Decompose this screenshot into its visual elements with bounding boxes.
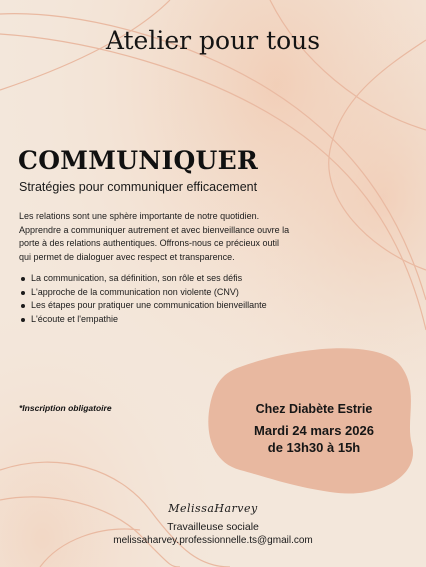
event-time: de 13h30 à 15h (267, 440, 361, 455)
page-title: Atelier pour tous (105, 26, 321, 55)
workshop-subtitle: Stratégies pour communiquer efficacement (19, 180, 258, 194)
contact-email[interactable]: melissaharvey.professionnelle.ts@gmail.com (113, 535, 313, 546)
topic-list (19, 272, 267, 326)
list-item: L'approche de la communication non violente (CNV) (19, 286, 267, 300)
event-date: Mardi 24 mars 2026 (254, 423, 374, 438)
venue-name: Chez Diabète Estrie (255, 402, 373, 416)
intro-paragraph (19, 210, 349, 264)
list-item: La communication, sa définition, son rôle et ses défis (19, 272, 267, 286)
intro-line: Les relations sont une sphère importante de notre quotidien. (19, 211, 260, 221)
registration-note: *Inscription obligatoire (19, 403, 112, 413)
intro-line: porte à des relations authentiques. Offrons-nous ce précieux outil (19, 238, 279, 249)
workshop-heading: COMMUNIQUER (18, 146, 259, 175)
presenter-role: Travailleuse sociale (167, 521, 259, 533)
list-item: Les étapes pour pratiquer une communication bienveillante (19, 299, 267, 313)
list-item: L'écoute et l'empathie (19, 313, 267, 327)
intro-line: Apprendre a communiquer autrement et avec bienveillance ouvre la (19, 224, 290, 235)
signature: MelissaHarvey (168, 502, 258, 515)
intro-line: qui permet de dialoguer avec respect et transparence. (19, 251, 235, 262)
